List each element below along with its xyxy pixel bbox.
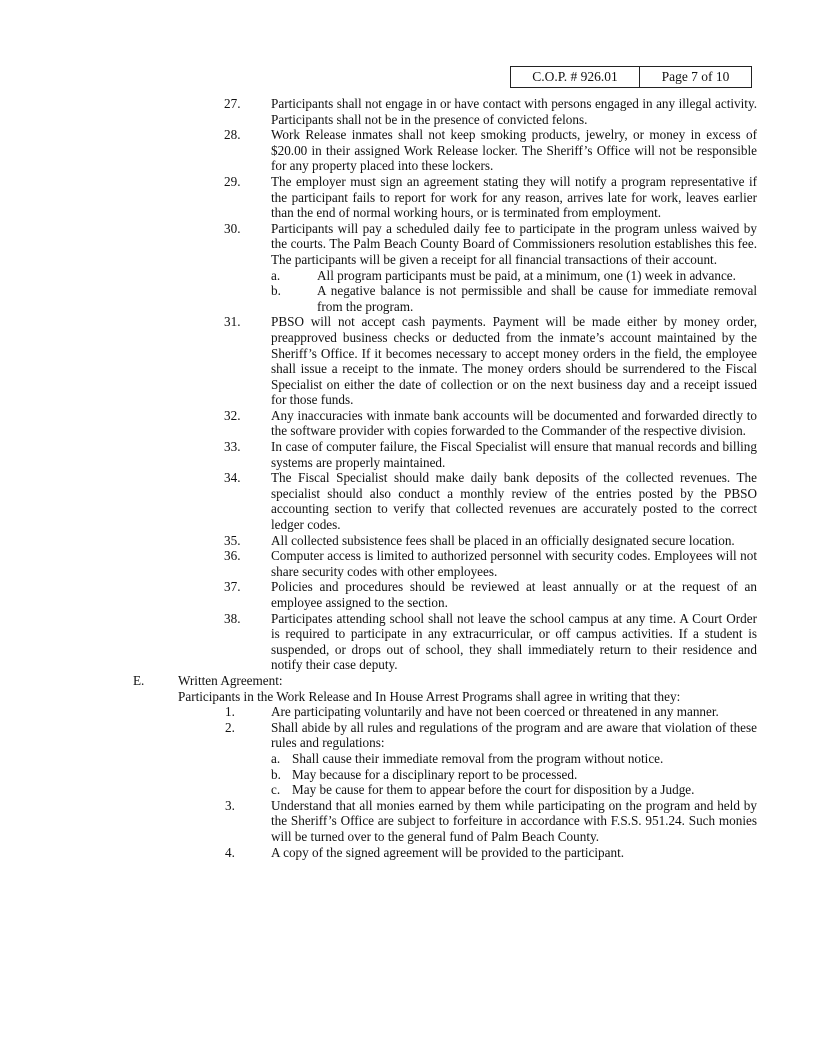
list-item: 35. All collected subsistence fees shall be placed in an officially designated secure location.: [224, 532, 735, 548]
agreement-item: 2. Shall abide by all rules and regulations of the program and are aware that violation of these rules and regulations:: [225, 719, 757, 751]
agreement-item: 4. A copy of the signed agreement will be provided to the participant.: [225, 844, 625, 860]
list-item: 28. Work Release inmates shall not keep smoking products, jewelry, or money in excess of $20.00 in their assigned Work Release locker. The Sheriff’s Office will not be responsible for any property placed into these lockers.: [224, 127, 757, 174]
section-intro: Participants in the Work Release and In House Arrest Programs shall agree in writing that they:: [178, 688, 681, 704]
list-item: 37. Policies and procedures should be reviewed at least annually or at the request of an employee assigned to the section.: [224, 579, 757, 610]
agreement-sub-item: a. Shall cause their immediate removal from the program without notice.: [271, 750, 664, 766]
policy-list: [0, 96, 816, 860]
list-item: 30. Participants will pay a scheduled daily fee to participate in the program unless waived by the courts. The Palm Beach County Board of Commissioners resolution establishes this fee. The participants will be given a receipt for all financial transactions of their account.: [224, 220, 757, 267]
list-item: 36. Computer access is limited to authorized personnel with security codes. Employees will not share security codes with other employees.: [224, 548, 757, 579]
list-item: 34. The Fiscal Specialist should make daily bank deposits of the collected revenues. The specialist should also conduct a monthly review of the entries posted by the PBSO accounting section to verify that collected revenues are accurately posted to the correct ledger codes.: [224, 470, 757, 533]
list-item: 27. Participants shall not engage in or have contact with persons engaged in any illegal activity. Participants shall not be in the presence of convicted felons.: [224, 96, 757, 127]
list-item: 33. In case of computer failure, the Fiscal Specialist will ensure that manual records and billing systems are properly maintained.: [224, 439, 757, 470]
section-letter: E.: [133, 672, 145, 688]
section-e-heading: [0, 673, 816, 689]
agreement-sub-item: c. May be cause for them to appear before the court for disposition by a Judge.: [271, 782, 695, 798]
list-item: 31. PBSO will not accept cash payments. Payment will be made either by money order, preapproved business checks or deducted from the inmate’s account maintained by the Sheriff’s Office. If it becomes necessary to accept money orders in the field, the employee shall issue a receipt to the inmate. The money orders should be surrendered to the Fiscal Specialist on either the date of collection or on the next business day and a receipt issued for those funds.: [224, 314, 757, 408]
page-number: Page 7 of 10: [661, 69, 730, 85]
agreement-item: 1. Are participating voluntarily and have not been coerced or threatened in any manner.: [225, 704, 719, 720]
cop-number: C.O.P. # 926.01: [511, 67, 640, 87]
agreement-sub-item: b. May because for a disciplinary report to be processed.: [271, 766, 578, 782]
section-title: Written Agreement:: [178, 672, 283, 688]
list-item: 32. Any inaccuracies with inmate bank accounts will be documented and forwarded directly to the software provider with copies forwarded to the Commander of the respective division.: [224, 407, 757, 439]
list-item: 38. Participates attending school shall not leave the school campus at any time. A Court Order is required to participate in any extracurricular, or off campus activities. If a student is suspended, or drops out of school, they shall immediately return to their residence and notify their case deputy.: [224, 610, 757, 673]
sub-item: a. All program participants must be paid, at a minimum, one (1) week in advance.: [271, 267, 736, 283]
list-item: 29. The employer must sign an agreement stating they will notify a program representative if the participant fails to report for work for any reason, arrives late for work, leaves earlier than the end of normal working hours, or is terminated from employment.: [224, 173, 757, 221]
sub-item: b. A negative balance is not permissible and shall be cause for immediate removal from the program.: [271, 283, 757, 314]
page-header-box: [510, 66, 752, 88]
agreement-item: 3. Understand that all monies earned by them while participating on the program and held by the Sheriff’s Office are subject to forfeiture in accordance with F.S.S. 951.24. Such monies will be turned over to the general fund of Palm Beach County.: [225, 797, 757, 844]
